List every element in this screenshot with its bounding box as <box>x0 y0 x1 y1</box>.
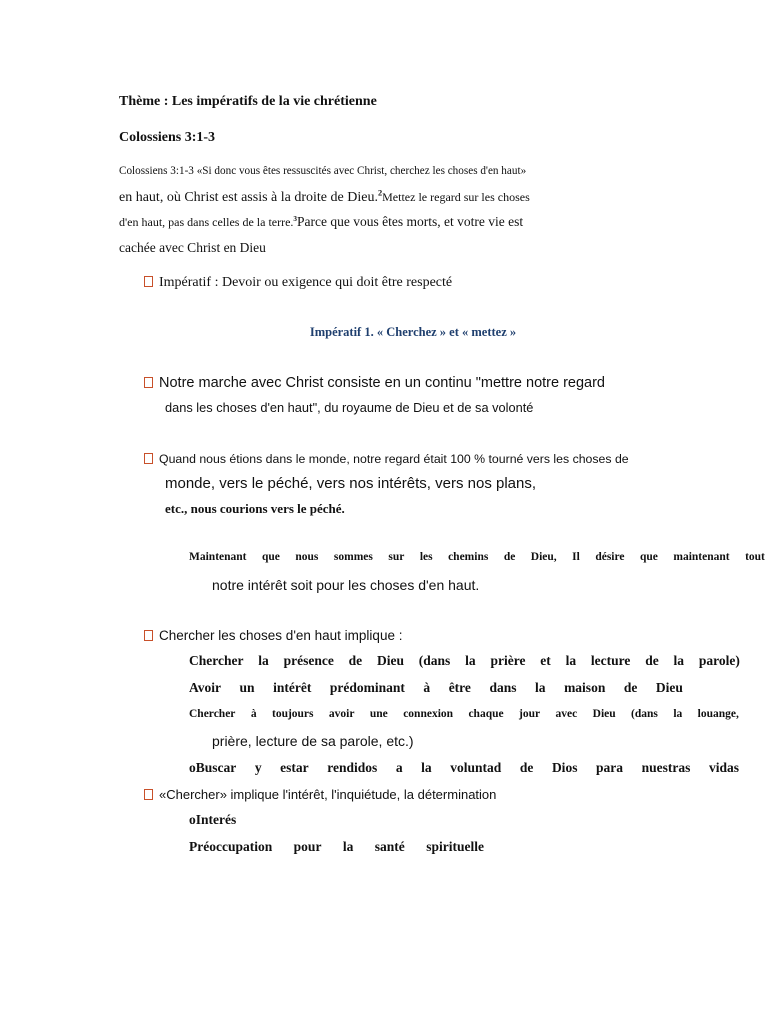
verse-line-4: cachée avec Christ en Dieu <box>119 240 266 255</box>
word: sommes <box>333 551 373 563</box>
word: la <box>421 760 432 775</box>
word: prière <box>490 653 526 668</box>
word: maison <box>564 680 606 695</box>
word: lecture <box>590 653 631 668</box>
definition-item <box>144 275 452 291</box>
p3-line-2: notre intérêt soit pour les choses d'en haut. <box>212 577 480 593</box>
square-bullet-icon <box>144 453 153 464</box>
p4-item-2 <box>189 680 683 696</box>
p2-line-3: etc., nous courions vers le péché. <box>165 501 345 516</box>
word: que <box>639 551 658 563</box>
verse-line-3a: d'en haut, pas dans celles de la terre. <box>119 215 294 229</box>
verse-line-2b: Mettez le regard sur les choses <box>382 190 530 204</box>
p4-item-3 <box>189 708 739 720</box>
p4-item-3-cont: prière, lecture de sa parole, etc.) <box>212 733 414 749</box>
square-bullet-icon <box>144 377 153 388</box>
word: que <box>261 551 280 563</box>
definition-text: Impératif : Devoir ou exigence qui doit être respecté <box>159 275 453 290</box>
p4-item-1 <box>189 653 740 669</box>
word: de <box>623 680 638 695</box>
word: y <box>254 760 262 775</box>
reference-heading: Colossiens 3:1-3 <box>119 130 216 145</box>
word: la <box>342 839 354 854</box>
word: chaque <box>468 708 504 720</box>
p2-line-1-text: Quand nous étions dans le monde, notre regard était 100 % tourné vers les choses de <box>159 452 629 466</box>
word: Il <box>572 551 580 563</box>
square-bullet-icon <box>144 276 153 287</box>
word: à <box>423 680 431 695</box>
word: la <box>673 708 683 720</box>
word: pour <box>293 839 322 854</box>
word: tout <box>745 551 765 563</box>
word: de <box>348 653 363 668</box>
theme-title: Thème : Les impératifs de la vie chrétienne <box>119 94 377 109</box>
word: chemins <box>448 551 489 563</box>
word: oBuscar <box>189 760 237 775</box>
word: avec <box>555 708 578 720</box>
word: Maintenant <box>189 551 247 563</box>
word: (dans <box>418 653 451 668</box>
p5-intro-text: «Chercher» implique l'intérêt, l'inquiétude, la détermination <box>159 787 497 802</box>
word: les <box>419 551 433 563</box>
verse-line-3 <box>119 214 523 230</box>
word: la <box>465 653 476 668</box>
word: la <box>535 680 546 695</box>
verse-number-3: 3 <box>293 215 298 223</box>
word: nuestras <box>641 760 691 775</box>
p5-intro <box>144 787 496 802</box>
word: santé <box>374 839 405 854</box>
p1-line-1-text: Notre marche avec Christ consiste en un continu "mettre notre regard <box>159 375 605 391</box>
verse-number-2: 2 <box>377 188 383 198</box>
word: Dieu, <box>530 551 557 563</box>
word: toujours <box>271 708 314 720</box>
p5-item-2 <box>189 839 484 855</box>
word: de <box>519 760 534 775</box>
p1-line-2: dans les choses d'en haut", du royaume de Dieu et de sa volonté <box>165 400 534 415</box>
p4-intro-text: Chercher les choses d'en haut implique : <box>159 628 403 643</box>
word: Dieu <box>655 680 683 695</box>
word: maintenant <box>673 551 730 563</box>
word: Chercher <box>189 653 244 668</box>
word: sur <box>388 551 405 563</box>
word: (dans <box>631 708 658 720</box>
word: voluntad <box>450 760 502 775</box>
word: être <box>448 680 471 695</box>
word: la <box>673 653 685 668</box>
word: Préoccupation <box>189 839 273 854</box>
word: avoir <box>328 708 355 720</box>
p4-item-4 <box>189 760 739 776</box>
word: de <box>645 653 659 668</box>
word: jour <box>519 708 541 720</box>
word: Dieu <box>376 653 404 668</box>
p3-line-1 <box>189 551 765 563</box>
square-bullet-icon <box>144 789 153 800</box>
word: intérêt <box>273 680 312 695</box>
p1-line-1 <box>144 375 605 391</box>
word: connexion <box>403 708 454 720</box>
p4-intro <box>144 628 402 643</box>
word: un <box>239 680 255 695</box>
word: la <box>565 653 577 668</box>
word: estar <box>280 760 309 775</box>
word: et <box>540 653 551 668</box>
word: la <box>258 653 269 668</box>
word: para <box>596 760 624 775</box>
word: nous <box>295 551 319 563</box>
verse-line-2 <box>119 190 530 206</box>
p2-line-1 <box>144 452 629 466</box>
word: une <box>369 708 388 720</box>
word: parole) <box>698 653 740 668</box>
word: désire <box>595 551 625 563</box>
p5-item-1: oInterés <box>189 812 237 827</box>
word: prédominant <box>329 680 405 695</box>
word: Chercher <box>189 708 236 720</box>
word: a <box>395 760 403 775</box>
word: dans <box>489 680 517 695</box>
verse-line-3b: Parce que vous êtes morts, et votre vie est <box>297 214 524 229</box>
word: de <box>503 551 516 563</box>
word: vidas <box>708 760 739 775</box>
verse-line-1: Colossiens 3:1-3 «Si donc vous êtes ressuscités avec Christ, cherchez les choses d'en haut» <box>119 165 527 177</box>
word: à <box>250 708 257 720</box>
word: Dios <box>551 760 578 775</box>
word: louange, <box>697 708 739 720</box>
verse-line-2a: en haut, où Christ est assis à la droite de Dieu. <box>119 190 378 205</box>
square-bullet-icon <box>144 630 153 641</box>
word: spirituelle <box>426 839 484 854</box>
p2-line-2: monde, vers le péché, vers nos intérêts, vers nos plans, <box>165 475 537 492</box>
section-heading: Impératif 1. « Cherchez » et « mettez » <box>309 325 517 339</box>
word: Dieu <box>592 708 616 720</box>
word: présence <box>283 653 334 668</box>
word: rendidos <box>327 760 378 775</box>
word: Avoir <box>189 680 221 695</box>
